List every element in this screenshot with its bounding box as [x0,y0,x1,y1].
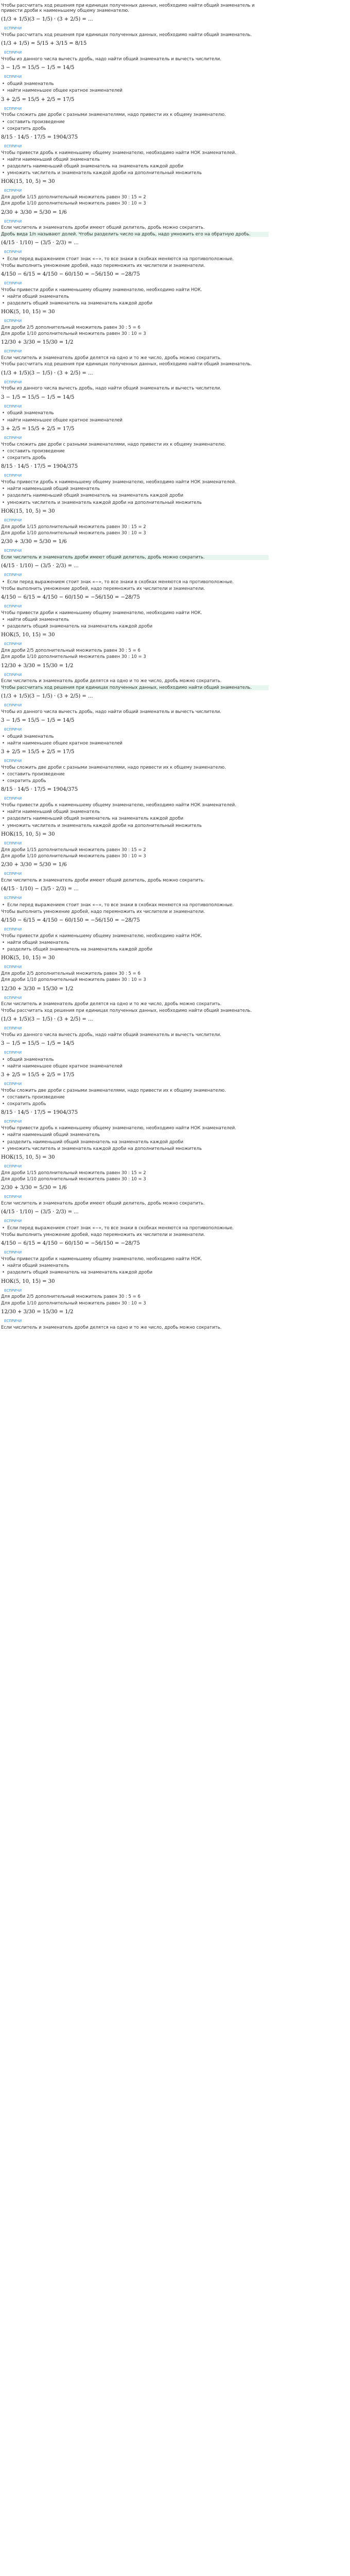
math-line: 3 − 1/5 = 15/5 − 1/5 = 14/5 [1,717,75,723]
tag-label: ЕСПРИЧИ [4,189,22,193]
tag-label: ЕСПРИЧИ [4,604,22,609]
tag-label: ЕСПРИЧИ [4,1250,22,1255]
math-line: 3 + 2/5 = 15/5 + 2/5 = 17/5 [1,1072,75,1078]
math-line: 8/15 · 14/5 · 17/5 = 1904/375 [1,464,78,470]
tag-label: ЕСПРИЧИ [4,1050,22,1055]
explanation-text: Для дроби 1/10 дополнительный множитель равен 30 : 10 = 3 [1,201,146,207]
math-line: (4/15 · 1/10) − (3/5 · 2/3) = ... [1,240,79,246]
math-line: 2/30 + 3/30 = 5/30 = 1/6 [1,861,67,868]
tag-label: ЕСПРИЧИ [4,1120,22,1124]
bullet-item: • найти общий знаменатель [1,294,269,299]
tag-label: ЕСПРИЧИ [4,895,22,900]
explanation-text: Если числитель и знаменатель дроби делятся на одно и то же число, дробь можно сократить. [1,355,222,361]
bullet-item: • сократить дробь [1,455,269,461]
math-line: (4/15 · 1/10) − (3/5 · 2/3) = ... [1,563,79,569]
bullet-item: • Если перед выражением стоит знак «−», то все знаки в скобках меняются на противоположные. [1,903,269,908]
bullet-item: • найти общий знаменатель [1,940,269,945]
tag-label: ЕСПРИЧИ [4,380,22,384]
tag-label: ЕСПРИЧИ [4,1164,22,1168]
explanation-text: Чтобы привести дроби к наименьшему общему знаменателю, необходимо найти НОК. [1,933,202,939]
math-line: 12/30 + 3/30 = 15/30 = 1/2 [1,663,74,669]
bullet-item: • Если перед выражением стоит знак «−», то все знаки в скобках меняются на противоположные. [1,257,269,262]
math-line: 3 − 1/5 = 15/5 − 1/5 = 14/5 [1,65,75,71]
math-line: 4/150 − 6/15 = 4/150 − 60/150 = −56/150 = −28/75 [1,1241,140,1247]
explanation-text: Чтобы выполнить умножение дробей, надо перемножить их числители и знаменатели. [1,263,205,268]
explanation-text: Для дроби 1/15 дополнительный множитель равен 30 : 15 = 2 [1,524,146,530]
tag-label: ЕСПРИЧИ [4,1288,22,1293]
math-line: 3 − 1/5 = 15/5 − 1/5 = 14/5 [1,1040,75,1046]
tag-label: ЕСПРИЧИ [4,249,22,254]
explanation-text: Чтобы привести дробь к наименьшему общему знаменателю, необходимо найти НОК знаменателей. [1,150,237,156]
tag-label: ЕСПРИЧИ [4,75,22,79]
tag-label: ЕСПРИЧИ [4,548,22,553]
bullet-item: • разделить общий знаменатель на знаменатель каждой дроби [1,301,269,306]
explanation-text: Чтобы выполнить умножение дробей, надо перемножить их числители и знаменатели. [1,1232,205,1238]
bullet-item: • найти наименьший общий знаменатель [1,486,269,492]
tag-label: ЕСПРИЧИ [4,106,22,111]
explanation-text: Если числитель и знаменатель дроби имеют общий делитель, дробь можно сократить. [1,877,205,883]
tag-label: ЕСПРИЧИ [4,841,22,845]
math-line: 12/30 + 3/30 = 15/30 = 1/2 [1,986,74,992]
math-line: 12/30 + 3/30 = 15/30 = 1/2 [1,340,74,346]
tag-label: ЕСПРИЧИ [4,1026,22,1030]
tag-label: ЕСПРИЧИ [4,871,22,876]
bullet-item: • сократить дробь [1,778,269,784]
explanation-text: Чтобы привести дроби к наименьшему общему знаменателю, необходимо найти НОК. [1,287,202,293]
tag-label: ЕСПРИЧИ [4,1219,22,1224]
explanation-text: Для дроби 1/10 дополнительный множитель равен 30 : 10 = 3 [1,530,146,536]
math-line: НОК(5, 10, 15) = 30 [1,309,55,315]
math-line: 4/150 − 6/15 = 4/150 − 60/150 = −56/150 = −28/75 [1,271,140,277]
tag-label: ЕСПРИЧИ [4,435,22,440]
explanation-text: Для дроби 2/5 дополнительный множитель равен 30 : 5 = 6 [1,325,141,331]
explanation-text: Чтобы привести дроби к наименьшему общему знаменателю, необходимо найти НОК. [1,610,202,616]
explanation-text: Чтобы привести дробь к наименьшему общему знаменателю, необходимо найти НОК знаменателей. [1,479,237,485]
explanation-text: Для дроби 1/10 дополнительный множитель равен 30 : 10 = 3 [1,331,146,337]
bullet-item: • сократить дробь [1,1101,269,1107]
math-line: (1/3 + 1/5) = 5/15 + 3/15 = 8/15 [1,41,87,47]
explanation-text: Если числитель и знаменатель дроби делятся на одно и то же число, дробь можно сократить. [1,1002,222,1007]
explanation-text: Чтобы привести дробь к наименьшему общему знаменателю, необходимо найти НОК знаменателей. [1,1126,237,1131]
bullet-item: • разделить общий знаменатель на знаменатель каждой дроби [1,624,269,629]
explanation-text: Для дроби 2/5 дополнительный множитель равен 30 : 5 = 6 [1,648,141,654]
math-line: НОК(15, 10, 5) = 30 [1,1154,55,1160]
bullet-item: • найти общий знаменатель [1,1263,269,1268]
explanation-text: Чтобы привести дроби к наименьшему общему знаменателю, необходимо найти НОК. [1,1257,202,1262]
explanation-text: Чтобы сложить две дроби с разными знаменателями, надо привести их к общему знаменателю. [1,765,226,770]
bullet-item: • разделить наименьший общий знаменатель на знаменатель каждой дроби [1,164,269,169]
math-line: 3 − 1/5 = 15/5 − 1/5 = 14/5 [1,394,75,400]
explanation-text: Для дроби 1/10 дополнительный множитель равен 30 : 10 = 3 [1,1300,146,1306]
explanation-text: Если числитель и знаменатель дроби делятся на одно и то же число, дробь можно сократить. [1,679,222,684]
bullet-item: • общий знаменатель [1,734,269,739]
math-line: 4/150 − 6/15 = 4/150 − 60/150 = −56/150 = −28/75 [1,918,140,924]
bullet-item: • составить произведение [1,772,269,777]
bullet-item: • общий знаменатель [1,81,269,87]
bullet-item: • умножить числитель и знаменатель каждой дроби на дополнительный множитель [1,171,269,176]
tag-label: ЕСПРИЧИ [4,927,22,932]
math-line: (1/3 + 1/5)(3 − 1/5) · (3 + 2/5) = ... [1,1016,93,1022]
tag-label: ЕСПРИЧИ [4,1195,22,1199]
bullet-item: • найти наименьшее общее кратное знаменателей [1,418,269,423]
math-line: НОК(5, 10, 15) = 30 [1,632,55,638]
math-line: 3 + 2/5 = 15/5 + 2/5 = 17/5 [1,426,75,432]
bullet-item: • найти наименьший общий знаменатель [1,157,269,162]
tag-label: ЕСПРИЧИ [4,995,22,1000]
tag-label: ЕСПРИЧИ [4,349,22,354]
explanation-text: Чтобы рассчитать ход решения при единицах полученных данных, необходимо найти общий знаменатель. [1,32,252,38]
math-line: НОК(15, 10, 5) = 30 [1,831,55,837]
bullet-item: • найти наименьшее общее кратное знаменателей [1,741,269,746]
tag-label: ЕСПРИЧИ [4,1318,22,1323]
tag-label: ЕСПРИЧИ [4,473,22,478]
tag-label: ЕСПРИЧИ [4,26,22,31]
math-line: 2/30 + 3/30 = 5/30 = 1/6 [1,538,67,545]
explanation-text: Чтобы сложить две дроби с разными знаменателями, надо привести их к общему знаменателю. [1,442,226,447]
math-line: НОК(5, 10, 15) = 30 [1,1278,55,1284]
tag-label: ЕСПРИЧИ [4,1081,22,1086]
bullet-item: • Если перед выражением стоит знак «−», то все знаки в скобках меняются на противоположные. [1,580,269,585]
bullet-item: • найти общий знаменатель [1,617,269,622]
tag-label: ЕСПРИЧИ [4,319,22,324]
explanation-text: Чтобы рассчитать ход решения при единицах полученных данных, необходимо найти общий знаменатель. [1,685,269,690]
math-line: НОК(15, 10, 5) = 30 [1,179,55,185]
tag-label: ЕСПРИЧИ [4,703,22,707]
tag-label: ЕСПРИЧИ [4,727,22,732]
bullet-item: • Если перед выражением стоит знак «−», то все знаки в скобках меняются на противоположные. [1,1226,269,1231]
explanation-text: Чтобы сложить две дроби с разными знаменателями, надо привести их к общему знаменателю. [1,1088,226,1093]
bullet-item: • разделить общий знаменатель на знаменатель каждой дроби [1,947,269,952]
bullet-item: • найти наименьшее общее кратное знаменателей [1,88,269,93]
tag-label: ЕСПРИЧИ [4,572,22,577]
tag-label: ЕСПРИЧИ [4,518,22,522]
math-line: 4/150 − 6/15 = 4/150 − 60/150 = −56/150 = −28/75 [1,595,140,601]
explanation-text: Чтобы из данного числа вычесть дробь, надо найти общий знаменатель и вычесть числители. [1,1032,221,1038]
math-line: (1/3 + 1/5)(3 − 1/5) · (3 + 2/5) = ... [1,693,93,699]
explanation-text: Если числитель и знаменатель дроби имеют общий делитель, дробь можно сократить. [1,555,269,560]
tag-label: ЕСПРИЧИ [4,758,22,763]
explanation-text: Для дроби 2/5 дополнительный множитель равен 30 : 5 = 6 [1,971,141,977]
bullet-item: • общий знаменатель [1,1057,269,1062]
bullet-item: • разделить общий знаменатель на знаменатель каждой дроби [1,1270,269,1275]
bullet-item: • разделить наименьший общий знаменатель на знаменатель каждой дроби [1,816,269,821]
bullet-item: • разделить наименьший общий знаменатель на знаменатель каждой дроби [1,1140,269,1145]
explanation-text: Чтобы из данного числа вычесть дробь, надо найти общий знаменатель и вычесть числители. [1,709,221,715]
math-line: 8/15 · 14/5 · 17/5 = 1904/375 [1,787,78,793]
explanation-text: Для дроби 1/10 дополнительный множитель равен 30 : 10 = 3 [1,654,146,660]
math-line: 12/30 + 3/30 = 15/30 = 1/2 [1,1309,74,1315]
explanation-text: Если числитель и знаменатель дроби имеют общий делитель, дробь можно сократить. [1,225,205,231]
explanation-text: Для дроби 1/15 дополнительный множитель равен 30 : 15 = 2 [1,1170,146,1176]
tag-label: ЕСПРИЧИ [4,404,22,409]
bullet-item: • умножить числитель и знаменатель каждой дроби на дополнительный множитель [1,1146,269,1151]
tag-label: ЕСПРИЧИ [4,796,22,801]
tag-label: ЕСПРИЧИ [4,144,22,148]
explanation-text: Для дроби 1/10 дополнительный множитель равен 30 : 10 = 3 [1,977,146,983]
bullet-item: • составить произведение [1,120,269,125]
math-line: 8/15 · 14/5 · 17/5 = 1904/375 [1,1110,78,1116]
explanation-text: Дробь вида 1/n называют долей. Чтобы разделить число на дробь, надо умножить его на обратную дробь. [1,232,269,237]
explanation-text: Для дроби 2/5 дополнительный множитель равен 30 : 5 = 6 [1,1294,141,1300]
explanation-text: Чтобы рассчитать ход решения при единицах полученных данных, необходимо найти общий знаменатель. [1,1008,252,1013]
bullet-item: • составить произведение [1,1095,269,1100]
math-line: 3 + 2/5 = 15/5 + 2/5 = 17/5 [1,96,75,103]
explanation-text: Для дроби 1/15 дополнительный множитель равен 30 : 15 = 2 [1,847,146,853]
explanation-text: Чтобы выполнить умножение дробей, надо перемножить их числители и знаменатели. [1,586,205,591]
bullet-item: • найти наименьший общий знаменатель [1,809,269,815]
bullet-item: • умножить числитель и знаменатель каждой дроби на дополнительный множитель [1,823,269,828]
explanation-text: Чтобы рассчитать ход решения при единицах полученных данных, необходимо найти общий знаменатель. [1,362,252,367]
explanation-text: Для дроби 1/10 дополнительный множитель равен 30 : 10 = 3 [1,1176,146,1182]
explanation-text: Чтобы привести дробь к наименьшему общему знаменателю, необходимо найти НОК знаменателей. [1,803,237,808]
bullet-item: • составить произведение [1,449,269,454]
math-line: 2/30 + 3/30 = 5/30 = 1/6 [1,1185,67,1191]
math-line: 8/15 · 14/5 · 17/5 = 1904/375 [1,134,78,140]
bullet-item: • сократить дробь [1,126,269,131]
math-line: (1/3 + 1/5)(3 − 1/5) · (3 + 2/5) = ... [1,16,93,23]
explanation-text: Чтобы выполнить умножение дробей, надо перемножить их числители и знаменатели. [1,909,205,914]
tag-label: ЕСПРИЧИ [4,281,22,285]
math-line: (4/15 · 1/10) − (3/5 · 2/3) = ... [1,1209,79,1215]
explanation-text: Для дроби 1/10 дополнительный множитель равен 30 : 10 = 3 [1,853,146,859]
explanation-text: Чтобы из данного числа вычесть дробь, надо найти общий знаменатель и вычесть числители. [1,386,221,392]
tag-label: ЕСПРИЧИ [4,642,22,647]
tag-label: ЕСПРИЧИ [4,965,22,970]
math-line: НОК(5, 10, 15) = 30 [1,955,55,961]
math-line: 3 + 2/5 = 15/5 + 2/5 = 17/5 [1,749,75,755]
math-line: (4/15 · 1/10) − (3/5 · 2/3) = ... [1,886,79,892]
explanation-text: Для дроби 1/15 дополнительный множитель равен 30 : 15 = 2 [1,195,146,200]
math-line: 2/30 + 3/30 = 5/30 = 1/6 [1,209,67,215]
explanation-text: Чтобы из данного числа вычесть дробь, надо найти общий знаменатель и вычесть числители. [1,57,221,62]
bullet-item: • общий знаменатель [1,411,269,416]
math-line: НОК(15, 10, 5) = 30 [1,508,55,514]
explanation-text: Чтобы сложить две дроби с разными знаменателями, надо привести их к общему знаменателю. [1,112,226,118]
bullet-item: • умножить числитель и знаменатель каждой дроби на дополнительный множитель [1,500,269,505]
tag-label: ЕСПРИЧИ [4,219,22,224]
solution-column [0,0,270,1334]
bullet-item: • разделить наименьший общий знаменатель на знаменатель каждой дроби [1,493,269,498]
tag-label: ЕСПРИЧИ [4,672,22,677]
explanation-text: Если числитель и знаменатель дроби имеют общий делитель, дробь можно сократить. [1,1200,205,1206]
tag-label: ЕСПРИЧИ [4,50,22,55]
explanation-text: Чтобы рассчитать ход решения при единицах полученных данных, необходимо найти общий знаменатель и привести дроби к наименьшему общему знаменателю. [1,3,255,14]
math-line: (1/3 + 1/5)(3 − 1/5) · (3 + 2/5) = ... [1,370,93,376]
bullet-item: • найти наименьшее общее кратное знаменателей [1,1064,269,1069]
explanation-text: Если числитель и знаменатель дроби делятся на одно и то же число, дробь можно сократить. [1,1325,222,1330]
bullet-item: • найти наименьший общий знаменатель [1,1132,269,1138]
